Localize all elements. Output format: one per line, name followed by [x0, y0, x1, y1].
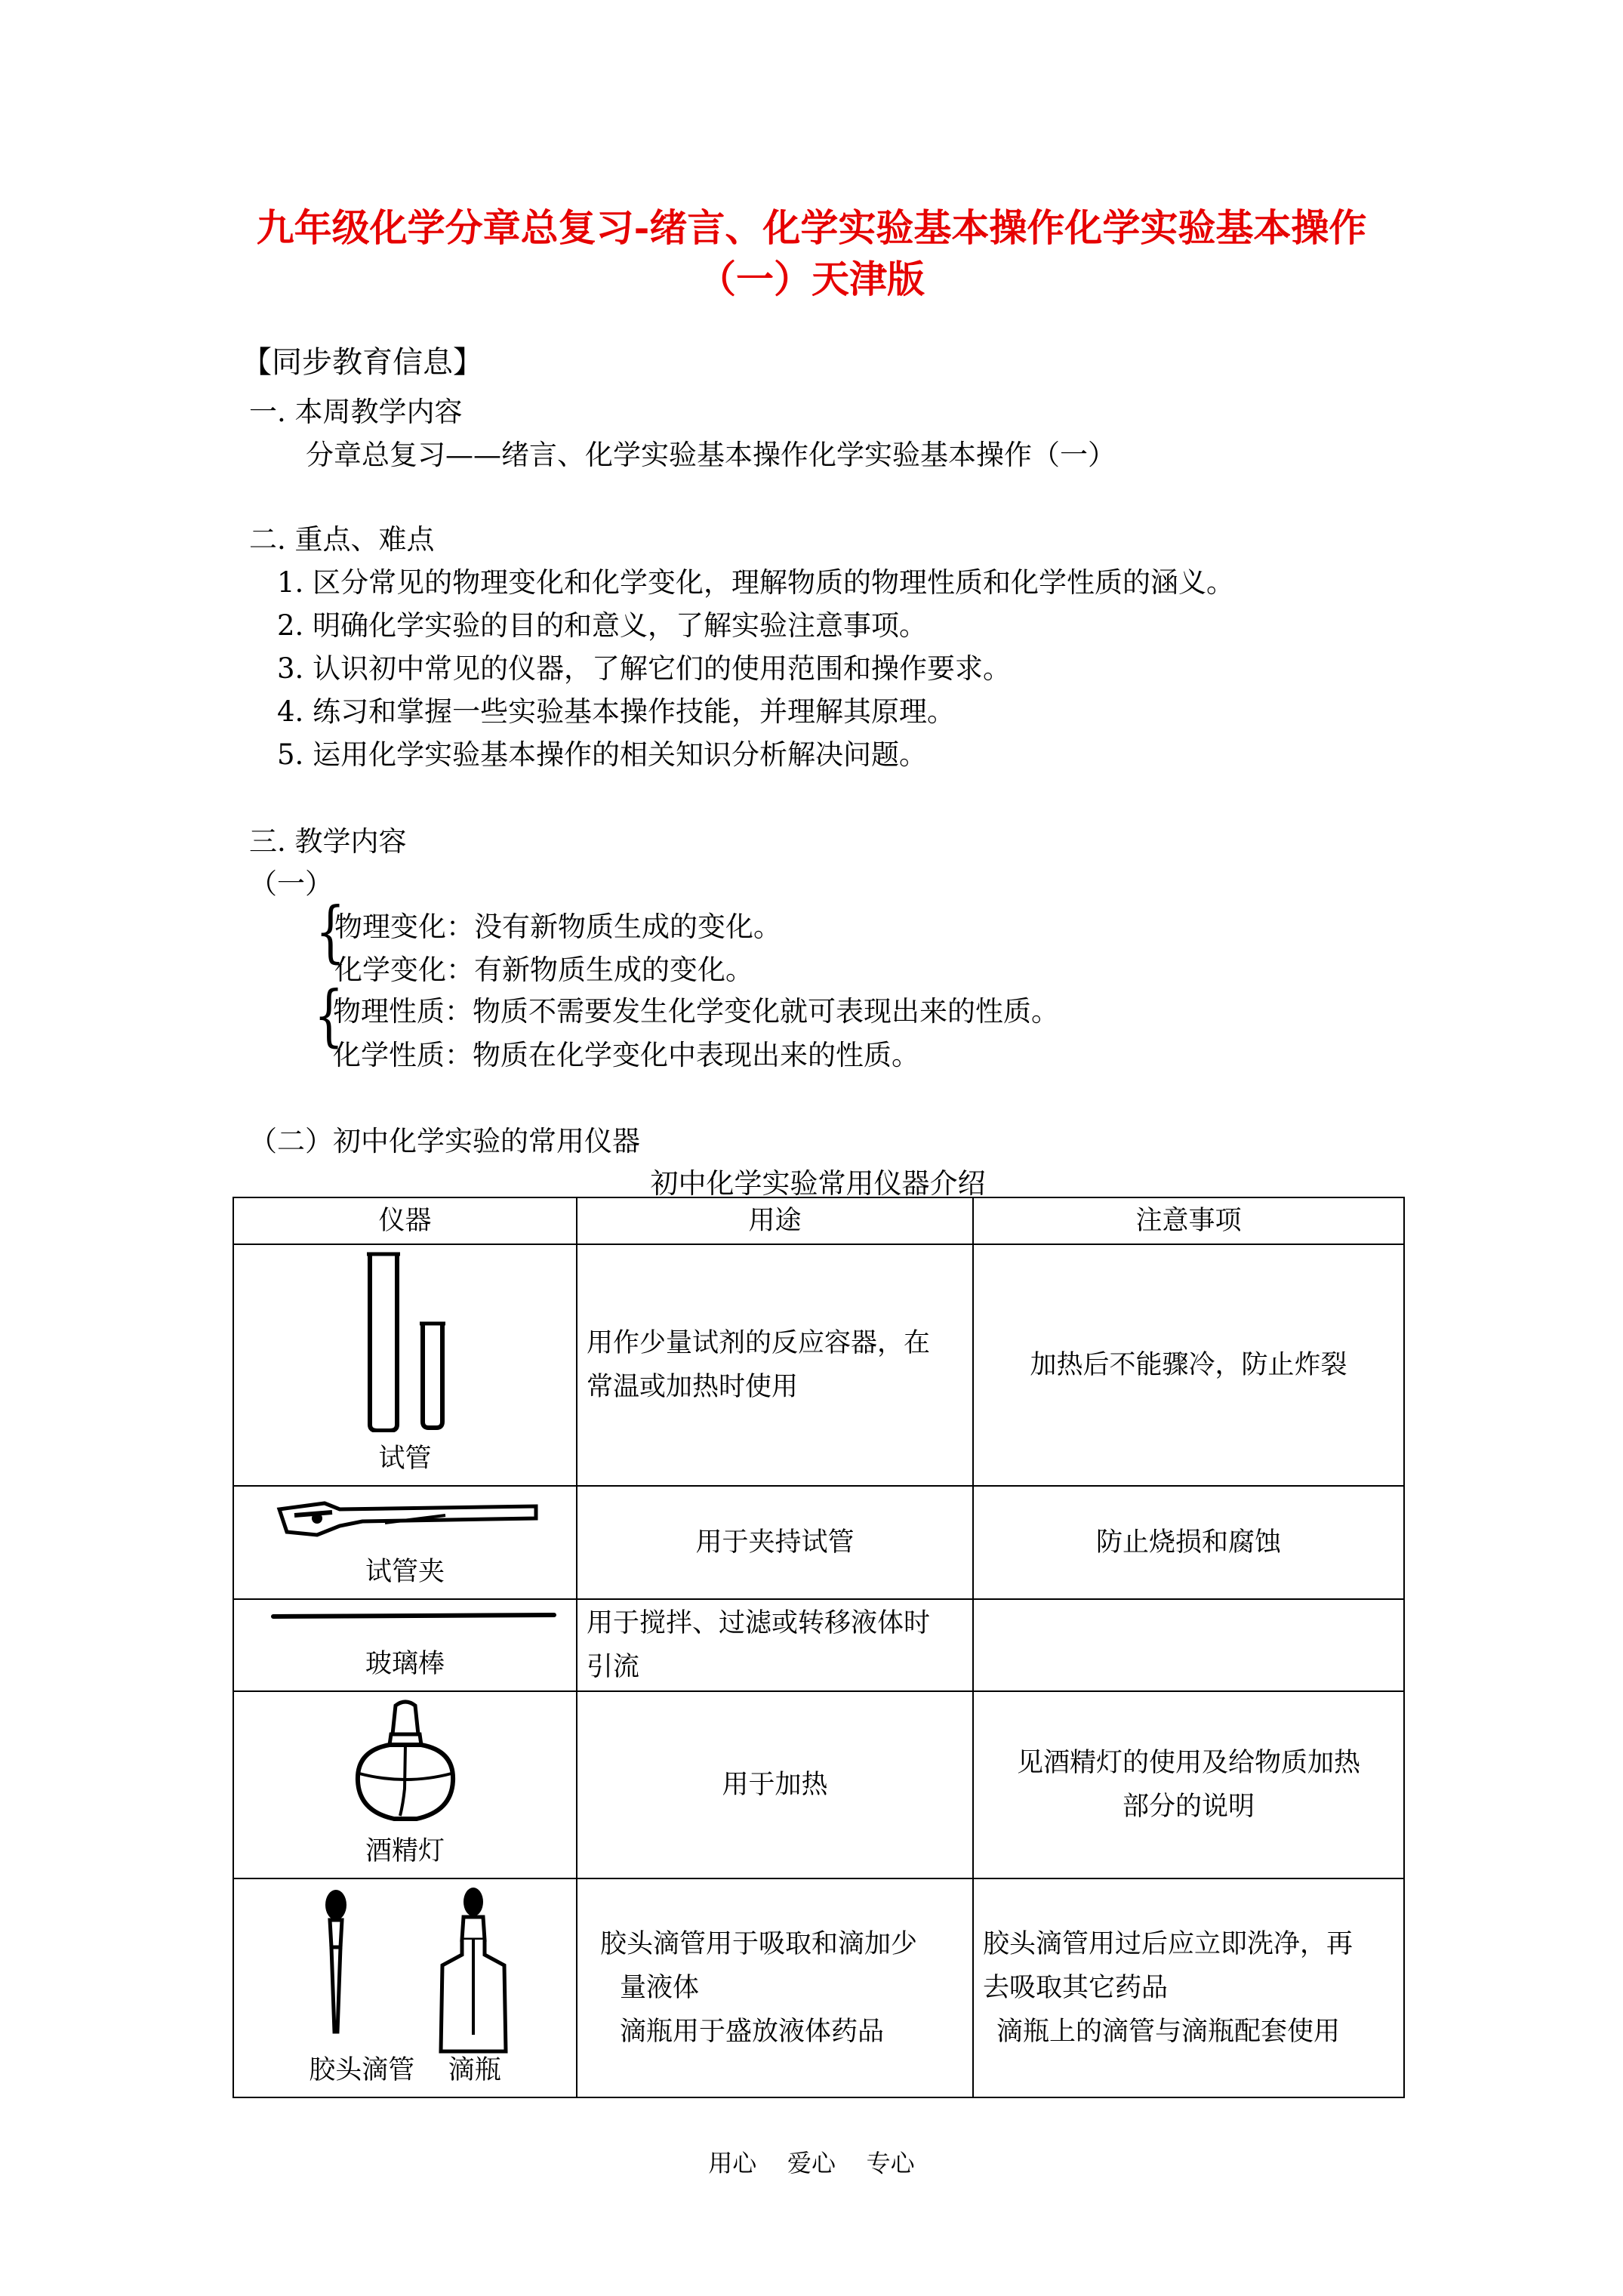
header-instrument: 仪器 — [233, 1197, 577, 1244]
sync-heading: 【同步教育信息】 — [242, 345, 483, 380]
page-footer: 用心 爱心 专心 — [708, 2149, 915, 2177]
usage-line: 滴瓶用于盛放液体药品 — [620, 2017, 885, 2047]
section3-sub2: （二）初中化学实验的常用仪器 — [249, 1125, 640, 1157]
section3-heading: 三. 教学内容 — [249, 825, 407, 858]
chemical-change: 化学变化：有新物质生成的变化。 — [334, 954, 753, 986]
section3-sub1: （一） — [249, 868, 333, 900]
header-notes: 注意事项 — [973, 1197, 1404, 1244]
table-row — [233, 1878, 1404, 2097]
table-row — [233, 1691, 1404, 1878]
section2-item-1: 1. 区分常见的物理变化和化学变化，理解物质的物理性质和化学性质的涵义。 — [277, 566, 1235, 599]
instrument-name: 玻璃棒 — [365, 1649, 445, 1679]
instrument-name: 试管 — [378, 1444, 432, 1474]
usage-line: 用作少量试剂的反应容器，在 — [587, 1328, 931, 1358]
notes-cell — [973, 1691, 1404, 1878]
usage-line: 用于加热 — [722, 1770, 828, 1800]
notes-cell — [973, 1878, 1404, 2097]
notes-line: 胶头滴管用过后应立即洗净，再 — [983, 1929, 1354, 1959]
test-tube-holder-icon — [272, 1493, 544, 1546]
section2-item-4: 4. 练习和掌握一些实验基本操作技能，并理解其原理。 — [277, 695, 956, 728]
usage-cell — [577, 1878, 973, 2097]
usage-line: 量液体 — [620, 1973, 700, 2003]
glass-rod-icon — [270, 1609, 557, 1624]
table-row — [233, 1599, 1404, 1691]
instrument-name: 胶头滴管 滴瓶 — [309, 2055, 501, 2085]
instrument-table — [233, 1197, 1405, 2098]
usage-line: 胶头滴管用于吸取和滴加少 — [600, 1929, 918, 1959]
section1-heading: 一. 本周教学内容 — [249, 396, 463, 428]
notes-cell — [973, 1244, 1404, 1486]
dropping-bottle-icon — [432, 1884, 515, 2057]
instrument-name: 试管夹 — [365, 1557, 445, 1587]
page-title-line2: （一）天津版 — [698, 257, 925, 301]
table-header-row — [233, 1197, 1404, 1244]
usage-line: 用于搅拌、过滤或转移液体时 — [587, 1608, 931, 1638]
instrument-cell — [233, 1486, 577, 1599]
notes-line: 加热后不能骤冷，防止炸裂 — [1030, 1350, 1347, 1380]
section2-item-2: 2. 明确化学实验的目的和意义，了解实验注意事项。 — [277, 609, 928, 642]
instrument-name: 酒精灯 — [365, 1836, 445, 1866]
page-title-line1: 九年级化学分章总复习-绪言、化学实验基本操作化学实验基本操作 — [256, 205, 1367, 250]
usage-cell — [577, 1599, 973, 1691]
instrument-cell — [233, 1878, 577, 2097]
notes-cell — [973, 1599, 1404, 1691]
usage-line: 引流 — [587, 1652, 640, 1682]
dropper-icon — [313, 1887, 359, 2038]
notes-line: 滴瓶上的滴管与滴瓶配套使用 — [996, 2017, 1341, 2047]
section2-item-5: 5. 运用化学实验基本操作的相关知识分析解决问题。 — [277, 738, 928, 771]
usage-cell — [577, 1691, 973, 1878]
usage-line: 用于夹持试管 — [695, 1527, 855, 1558]
alcohol-lamp-icon — [349, 1698, 462, 1834]
usage-cell — [577, 1244, 973, 1486]
table-row — [233, 1244, 1404, 1486]
test-tube-icon — [347, 1251, 483, 1432]
table-row — [233, 1486, 1404, 1599]
section2-heading: 二. 重点、难点 — [249, 523, 435, 556]
usage-cell — [577, 1486, 973, 1599]
section1-content: 分章总复习——绪言、化学实验基本操作化学实验基本操作（一） — [306, 439, 1116, 471]
chemical-property: 化学性质：物质在化学变化中表现出来的性质。 — [333, 1039, 919, 1071]
physical-change: 物理变化：没有新物质生成的变化。 — [334, 911, 781, 943]
table-caption: 初中化学实验常用仪器介绍 — [650, 1167, 986, 1200]
physical-property: 物理性质：物质不需要发生化学变化就可表现出来的性质。 — [333, 995, 1059, 1028]
notes-line: 防止烧损和腐蚀 — [1095, 1527, 1281, 1558]
notes-line: 见酒精灯的使用及给物质加热 — [1016, 1748, 1360, 1778]
instrument-cell — [233, 1244, 577, 1486]
usage-line: 常温或加热时使用 — [587, 1372, 799, 1402]
property-brace: { — [314, 976, 344, 1054]
change-brace: { — [316, 892, 346, 970]
instrument-cell — [233, 1691, 577, 1878]
notes-cell — [973, 1486, 1404, 1599]
notes-line: 去吸取其它药品 — [983, 1973, 1169, 2003]
instrument-cell — [233, 1599, 577, 1691]
notes-line: 部分的说明 — [1122, 1792, 1255, 1822]
header-usage: 用途 — [577, 1197, 973, 1244]
section2-item-3: 3. 认识初中常见的仪器，了解它们的使用范围和操作要求。 — [277, 652, 1012, 685]
